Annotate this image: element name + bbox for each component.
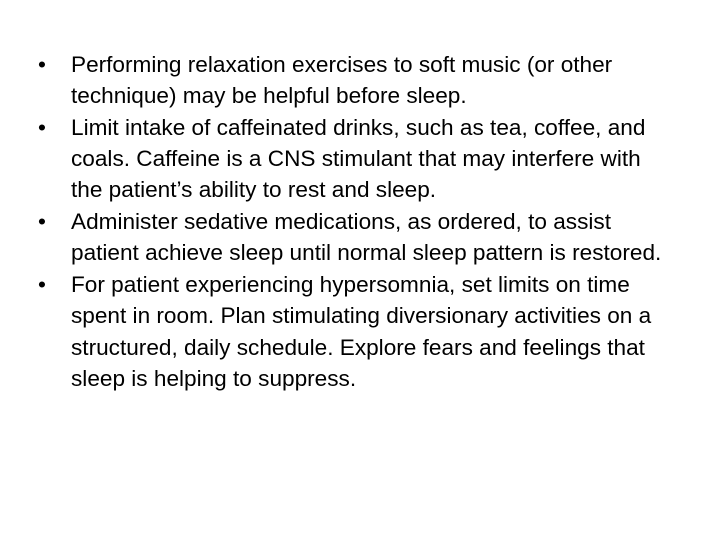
bullet-marker: • <box>38 52 46 77</box>
bullet-text: Limit intake of caffeinated drinks, such as tea, coffee, and coals. Caffeine is a CNS stimulant that may interfere with the patient’s ability to rest and sleep. <box>71 115 646 203</box>
bullet-marker: • <box>38 272 46 298</box>
bullet-marker: • <box>38 115 46 140</box>
bullet-text: Administer sedative medications, as ordered, to assist patient achieve sleep until normal sleep pattern is restored. <box>71 209 662 266</box>
bullet-text: For patient experiencing hypersomnia, set limits on time spent in room. Plan stimulating diversionary activities on a structured, daily schedule. Explore fears and feelings that sleep is helping to suppress. <box>71 272 652 391</box>
list-item <box>38 112 678 206</box>
list-item <box>38 269 678 394</box>
bullet-list <box>38 49 678 395</box>
bullet-text: Performing relaxation exercises to soft music (or other technique) may be helpful before sleep. <box>71 52 613 109</box>
list-item <box>38 206 678 268</box>
bullet-marker: • <box>38 209 46 235</box>
list-item <box>38 49 678 111</box>
